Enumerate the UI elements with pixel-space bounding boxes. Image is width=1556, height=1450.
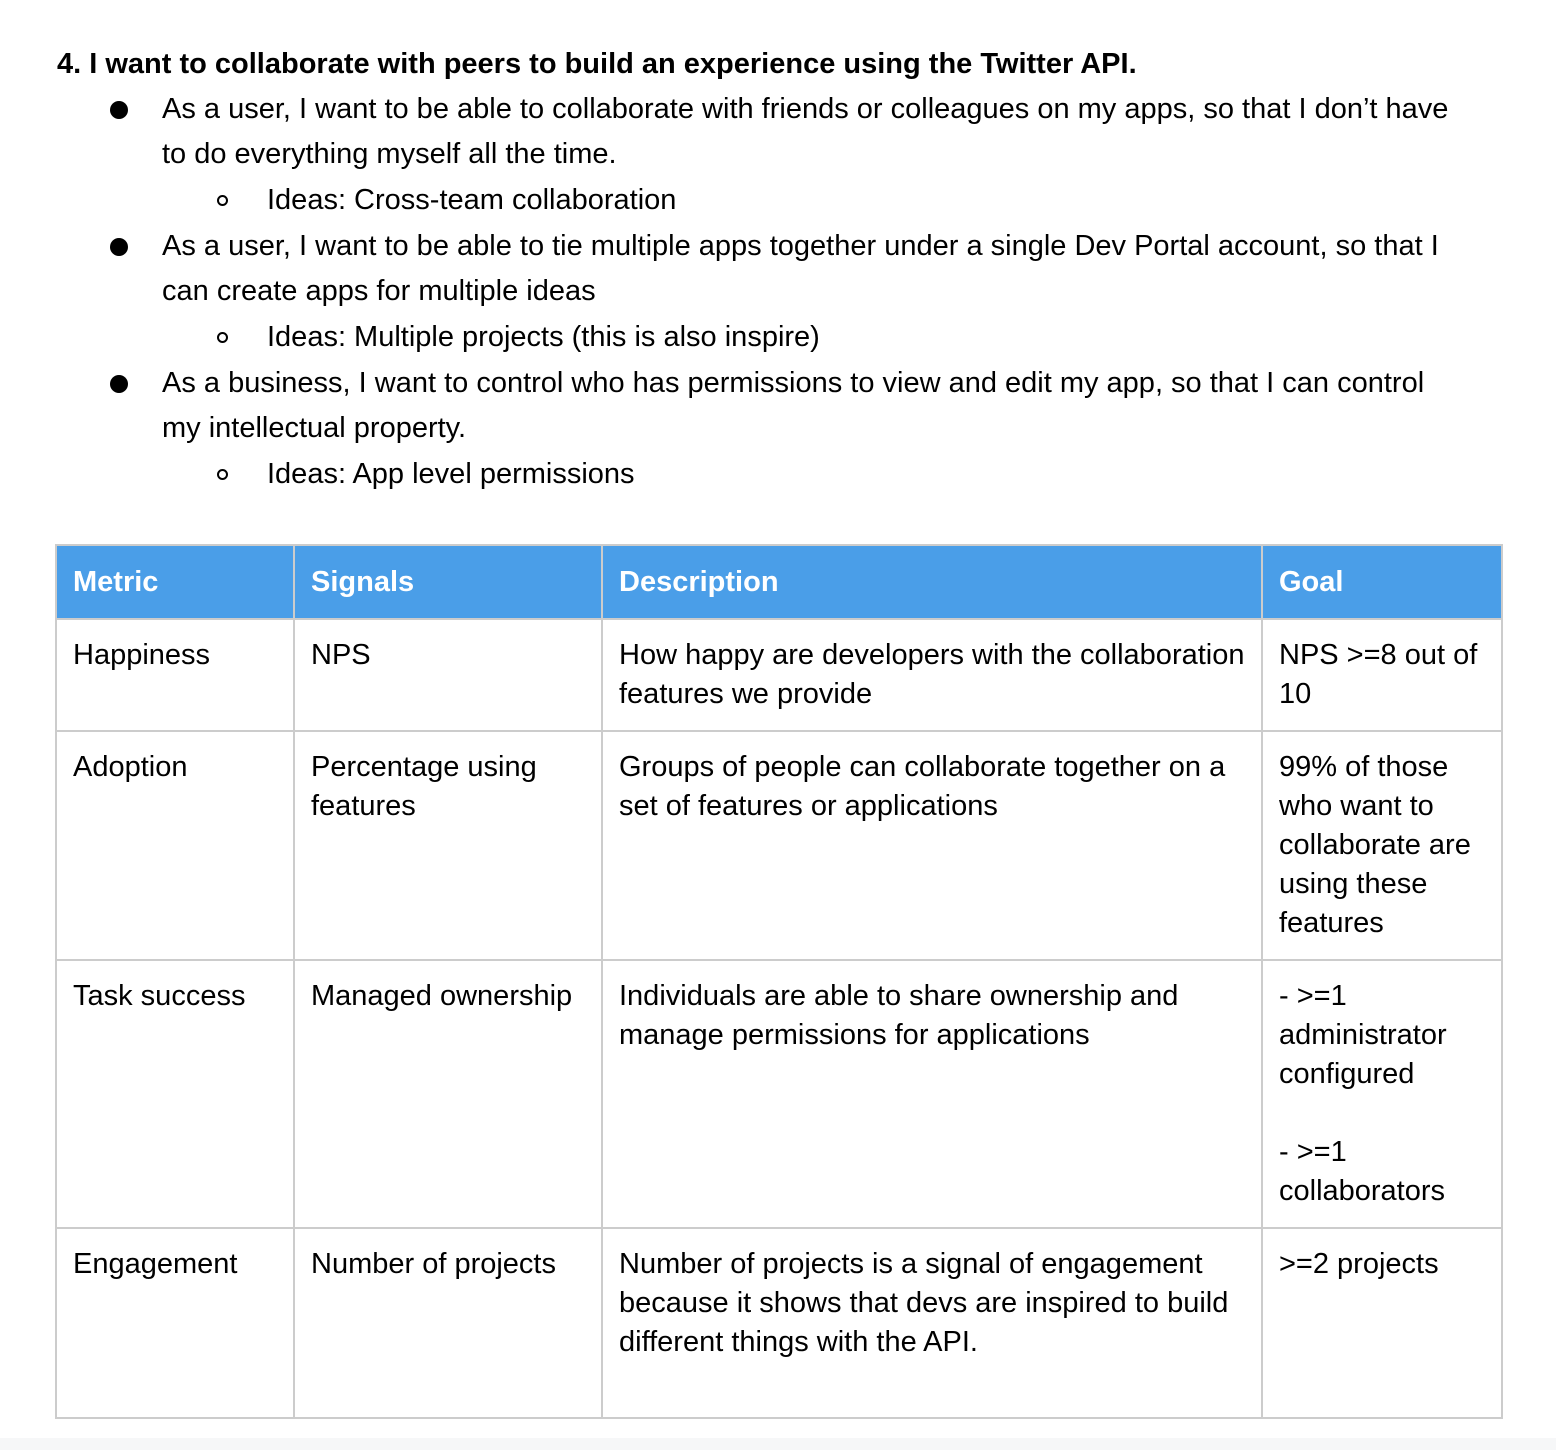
bullet-icon bbox=[110, 238, 128, 256]
section-heading: 4. I want to collaborate with peers to build an experience using the Twitter API. bbox=[57, 48, 1137, 80]
description-cell: How happy are developers with the collaboration features we provide bbox=[602, 619, 1262, 731]
column-header-description: Description bbox=[602, 545, 1262, 619]
table-row bbox=[56, 1228, 1502, 1418]
table-row bbox=[56, 619, 1502, 731]
metric-cell: Adoption bbox=[56, 731, 294, 960]
signals-cell: NPS bbox=[294, 619, 602, 731]
hollow-bullet-icon bbox=[217, 195, 228, 206]
column-header-goal: Goal bbox=[1262, 545, 1502, 619]
table-row bbox=[56, 960, 1502, 1228]
table-header-row bbox=[56, 545, 1502, 619]
page-bottom-edge bbox=[0, 1438, 1556, 1450]
bullet-icon bbox=[110, 375, 128, 393]
user-story: As a user, I want to be able to collaborate with friends or colleagues on my apps, so that I don’t have to do everything myself all the time. bbox=[162, 93, 1449, 170]
goal-cell: 99% of those who want to collaborate are using these features bbox=[1262, 731, 1502, 960]
signals-cell: Number of projects bbox=[294, 1228, 602, 1418]
hollow-bullet-icon bbox=[217, 469, 228, 480]
goal-cell: - >=1 administrator configured - >=1 collaborators bbox=[1262, 960, 1502, 1228]
metric-cell: Task success bbox=[56, 960, 294, 1228]
story-idea: Ideas: App level permissions bbox=[267, 458, 635, 490]
user-story: As a user, I want to be able to tie multiple apps together under a single Dev Portal account, so that I can create apps for multiple ideas bbox=[162, 230, 1439, 307]
description-cell: Individuals are able to share ownership and manage permissions for applications bbox=[602, 960, 1262, 1228]
signals-cell: Managed ownership bbox=[294, 960, 602, 1228]
goal-cell: NPS >=8 out of 10 bbox=[1262, 619, 1502, 731]
description-cell: Number of projects is a signal of engagement because it shows that devs are inspired to build different things with the API. bbox=[602, 1228, 1262, 1418]
table-row bbox=[56, 731, 1502, 960]
signals-cell: Percentage using features bbox=[294, 731, 602, 960]
user-story: As a business, I want to control who has permissions to view and edit my app, so that I can control my intellectual property. bbox=[162, 367, 1425, 444]
bullet-icon bbox=[110, 101, 128, 119]
story-idea: Ideas: Multiple projects (this is also inspire) bbox=[267, 321, 820, 353]
metric-cell: Happiness bbox=[56, 619, 294, 731]
goal-cell: >=2 projects bbox=[1262, 1228, 1502, 1418]
metric-cell: Engagement bbox=[56, 1228, 294, 1418]
metrics-table bbox=[55, 544, 1503, 1419]
hollow-bullet-icon bbox=[217, 332, 228, 343]
column-header-signals: Signals bbox=[294, 545, 602, 619]
column-header-metric: Metric bbox=[56, 545, 294, 619]
description-cell: Groups of people can collaborate together on a set of features or applications bbox=[602, 731, 1262, 960]
story-idea: Ideas: Cross-team collaboration bbox=[267, 184, 677, 216]
